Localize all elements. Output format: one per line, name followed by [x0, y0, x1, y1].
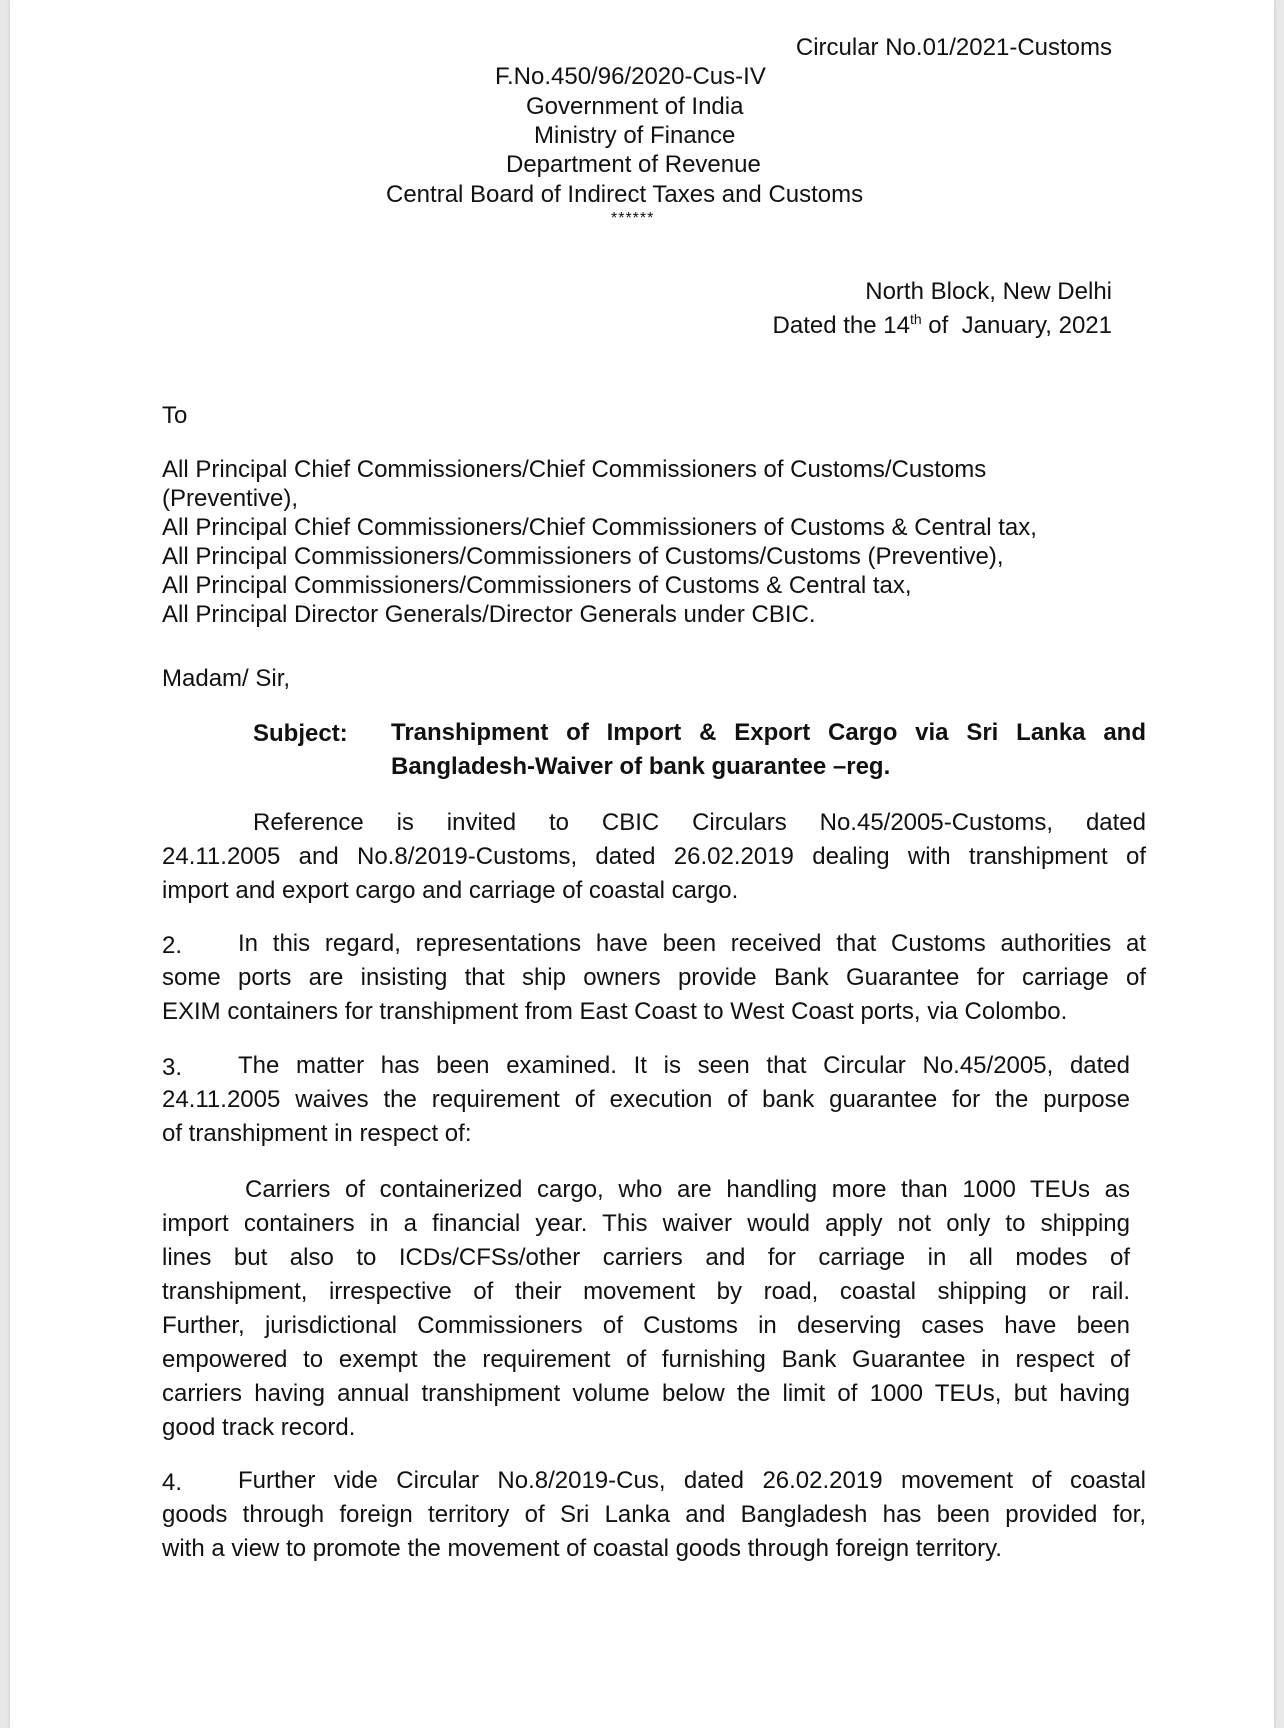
paragraph-line: Carriers of containerized cargo, who are handling more than 1000 TEUs as: [245, 1176, 1130, 1203]
place: North Block, New Delhi: [865, 278, 1112, 305]
document-page: [10, 0, 1274, 1728]
paragraph-3: [162, 1049, 1130, 1151]
paragraph-line: Reference is invited to CBIC Circulars No.45/2005-Customs, dated: [253, 809, 1146, 836]
paragraph-line: import containers in a financial year. This waiver would apply not only to shipping: [162, 1210, 1130, 1237]
paragraph-2-number: 2.: [162, 932, 183, 959]
paragraph-line: In this regard, representations have been received that Customs authorities at: [238, 930, 1146, 957]
ministry-name: Ministry of Finance: [534, 122, 736, 149]
government-name: Government of India: [526, 93, 744, 120]
addressee-line: All Principal Commissioners/Commissioners of Customs & Central tax,: [162, 572, 912, 599]
date-prefix: Dated the 14: [772, 312, 910, 339]
date-suffix: of January, 2021: [921, 312, 1112, 339]
circular-number: Circular No.01/2021-Customs: [795, 34, 1112, 61]
addressee-line: All Principal Commissioners/Commissioners of Customs/Customs (Preventive),: [162, 543, 1004, 570]
salutation: Madam/ Sir,: [162, 665, 291, 692]
paragraph-line: import and export cargo and carriage of coastal cargo.: [162, 877, 739, 904]
paragraph-line: of transhipment in respect of:: [162, 1120, 472, 1147]
file-number: F.No.450/96/2020-Cus-IV: [495, 63, 766, 90]
paragraph-line: 24.11.2005 and No.8/2019-Customs, dated 26.02.2019 dealing with transhipment of: [162, 843, 1146, 870]
paragraph-line: empowered to exempt the requirement of furnishing Bank Guarantee in respect of: [162, 1346, 1130, 1373]
paragraph-line: lines but also to ICDs/CFSs/other carriers and for carriage in all modes of: [162, 1244, 1130, 1271]
subject-line: Bangladesh-Waiver of bank guarantee –reg.: [391, 753, 891, 780]
to-label: To: [162, 402, 188, 429]
paragraph-line: EXIM containers for transhipment from East Coast to West Coast ports, via Colombo.: [162, 998, 1068, 1025]
addressee-line: All Principal Chief Commissioners/Chief Commissioners of Customs & Central tax,: [162, 514, 1037, 541]
subject-line: Transhipment of Import & Export Cargo via Sri Lanka and: [391, 719, 1146, 746]
paragraph-4-number: 4.: [162, 1469, 183, 1496]
paragraph-line: some ports are insisting that ship owners provide Bank Guarantee for carriage of: [162, 964, 1146, 991]
paragraph-line: Further vide Circular No.8/2019-Cus, dated 26.02.2019 movement of coastal: [238, 1467, 1146, 1494]
paragraph-line: The matter has been examined. It is seen that Circular No.45/2005, dated: [238, 1052, 1130, 1079]
department-name: Department of Revenue: [506, 151, 761, 178]
paragraph-line: 24.11.2005 waives the requirement of execution of bank guarantee for the purpose: [162, 1086, 1130, 1113]
paragraph-line: Further, jurisdictional Commissioners of Customs in deserving cases have been: [162, 1312, 1130, 1339]
header-separator: ******: [611, 210, 655, 227]
paragraph-2: [162, 927, 1146, 1029]
quoted-provision: [162, 1173, 1130, 1445]
board-name: Central Board of Indirect Taxes and Customs: [386, 181, 864, 208]
date-superscript: th: [909, 311, 922, 327]
paragraph-1: [162, 806, 1146, 908]
subject-text: [391, 716, 1146, 784]
subject-label: Subject:: [253, 720, 348, 747]
addressee-line: (Preventive),: [162, 485, 299, 512]
paragraph-line: transhipment, irrespective of their movement by road, coastal shipping or rail.: [162, 1278, 1130, 1305]
paragraph-4: [162, 1464, 1146, 1566]
paragraph-line: with a view to promote the movement of coastal goods through foreign territory.: [162, 1535, 1002, 1562]
paragraph-line: goods through foreign territory of Sri Lanka and Bangladesh has been provided for,: [162, 1501, 1146, 1528]
date-line: [773, 312, 1112, 340]
paragraph-line: good track record.: [162, 1414, 356, 1441]
addressee-line: All Principal Chief Commissioners/Chief Commissioners of Customs/Customs: [162, 456, 987, 483]
paragraph-line: carriers having annual transhipment volume below the limit of 1000 TEUs, but having: [162, 1380, 1130, 1407]
addressee-line: All Principal Director Generals/Director Generals under CBIC.: [162, 601, 816, 628]
paragraph-3-number: 3.: [162, 1054, 183, 1081]
